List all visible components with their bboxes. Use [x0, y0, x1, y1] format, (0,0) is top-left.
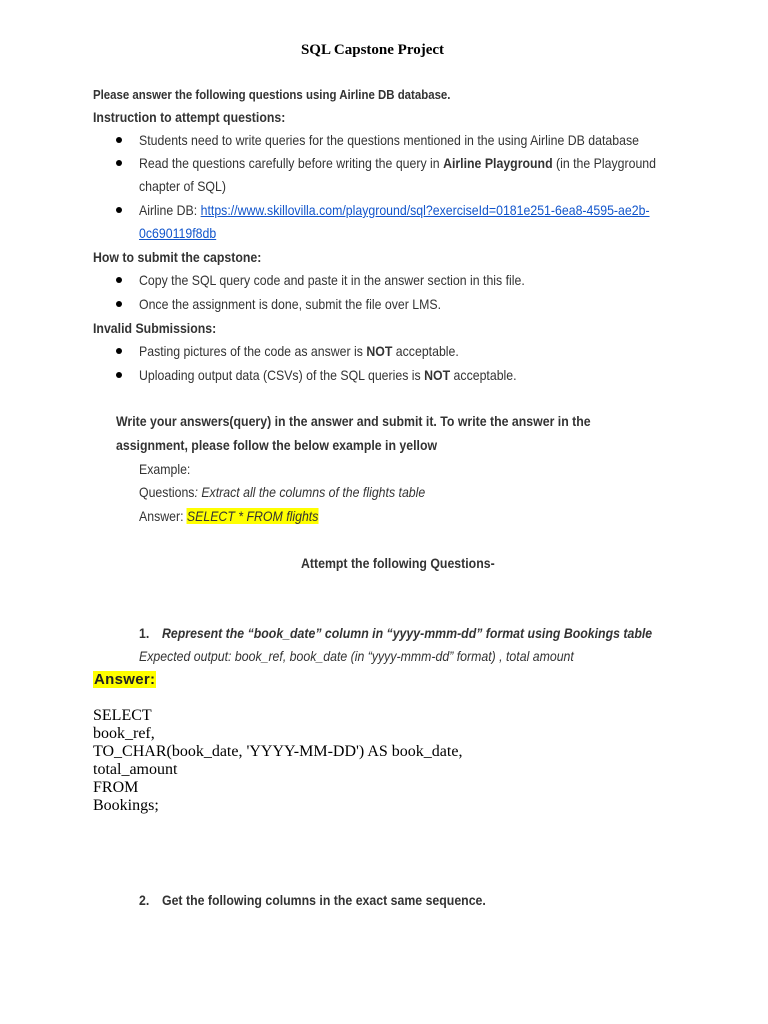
write-instructions-line2: assignment, please follow the below example in yellow	[116, 437, 438, 453]
question-1-expected: Expected output: book_ref, book_date (in “yyyy-mmm-dd” format) , total amount	[139, 648, 574, 664]
bullet-icon	[116, 301, 122, 307]
instruction-item-1: Students need to write queries for the questions mentioned in the using Airline DB database	[139, 132, 639, 148]
example-label: Example:	[139, 461, 191, 477]
bullet-icon	[116, 207, 122, 213]
submit-item-1: Copy the SQL query code and paste it in the answer section in this file.	[139, 272, 525, 288]
code-line: book_ref,	[93, 725, 155, 742]
not-text: NOT	[366, 343, 393, 359]
instruction-item-2	[139, 155, 656, 171]
question-1-number: 1.	[139, 625, 150, 641]
code-line: total_amount	[93, 761, 178, 778]
submit-heading: How to submit the capstone:	[93, 249, 262, 265]
example-question-text: : Extract all the columns of the flights table	[194, 484, 426, 500]
not-text: NOT	[424, 367, 451, 383]
code-line: SELECT	[93, 707, 152, 724]
invalid-item-2-post: acceptable.	[450, 367, 517, 383]
invalid-heading: Invalid Submissions:	[93, 320, 217, 336]
airline-db-link[interactable]: https://www.skillovilla.com/playground/sql?exerciseId=0181e251-6ea8-4595-ae2b-	[200, 202, 650, 218]
instruction-item-2-post: (in the Playground	[552, 155, 657, 171]
question-2-number: 2.	[139, 892, 150, 908]
example-question	[139, 484, 425, 500]
question-1-text: Represent the “book_date” column in “yyyy-mmm-dd” format using Bookings table	[162, 625, 653, 641]
invalid-item-2-pre: Uploading output data (CSVs) of the SQL queries is	[139, 367, 425, 383]
intro-text: Please answer the following questions using Airline DB database.	[93, 87, 451, 102]
instruction-item-2-pre: Read the questions carefully before writing the query in	[139, 155, 444, 171]
airline-db-link-cont[interactable]: 0c690119f8db	[139, 225, 217, 241]
instruction-item-2-line2: chapter of SQL)	[139, 178, 226, 194]
example-question-label: Questions	[139, 484, 195, 500]
bullet-icon	[116, 348, 122, 354]
invalid-item-1-pre: Pasting pictures of the code as answer is	[139, 343, 367, 359]
question-2-text: Get the following columns in the exact same sequence.	[162, 892, 486, 908]
bullet-icon	[116, 372, 122, 378]
code-line: TO_CHAR(book_date, 'YYYY-MM-DD') AS book_date,	[93, 743, 463, 760]
example-answer	[139, 508, 318, 524]
code-line: FROM	[93, 779, 139, 796]
page-title: SQL Capstone Project	[300, 42, 445, 58]
airline-db-label: Airline DB:	[139, 202, 201, 218]
example-answer-label: Answer:	[139, 508, 187, 524]
invalid-item-1-post: acceptable.	[392, 343, 459, 359]
instruction-item-3	[139, 202, 650, 218]
answer-label: Answer:	[94, 671, 156, 688]
submit-item-2: Once the assignment is done, submit the file over LMS.	[139, 296, 441, 312]
invalid-item-2	[139, 367, 517, 383]
write-instructions-line1: Write your answers(query) in the answer and submit it. To write the answer in the	[116, 413, 591, 429]
code-line: Bookings;	[93, 797, 159, 814]
bullet-icon	[116, 137, 122, 143]
airline-playground-text: Airline Playground	[443, 155, 553, 171]
attempt-heading: Attempt the following Questions-	[301, 555, 495, 571]
bullet-icon	[116, 277, 122, 283]
instructions-heading: Instruction to attempt questions:	[93, 109, 286, 125]
airline-db-link-line2[interactable]	[139, 225, 216, 241]
invalid-item-1	[139, 343, 459, 359]
example-answer-text: SELECT * FROM flights	[186, 508, 319, 524]
bullet-icon	[116, 160, 122, 166]
